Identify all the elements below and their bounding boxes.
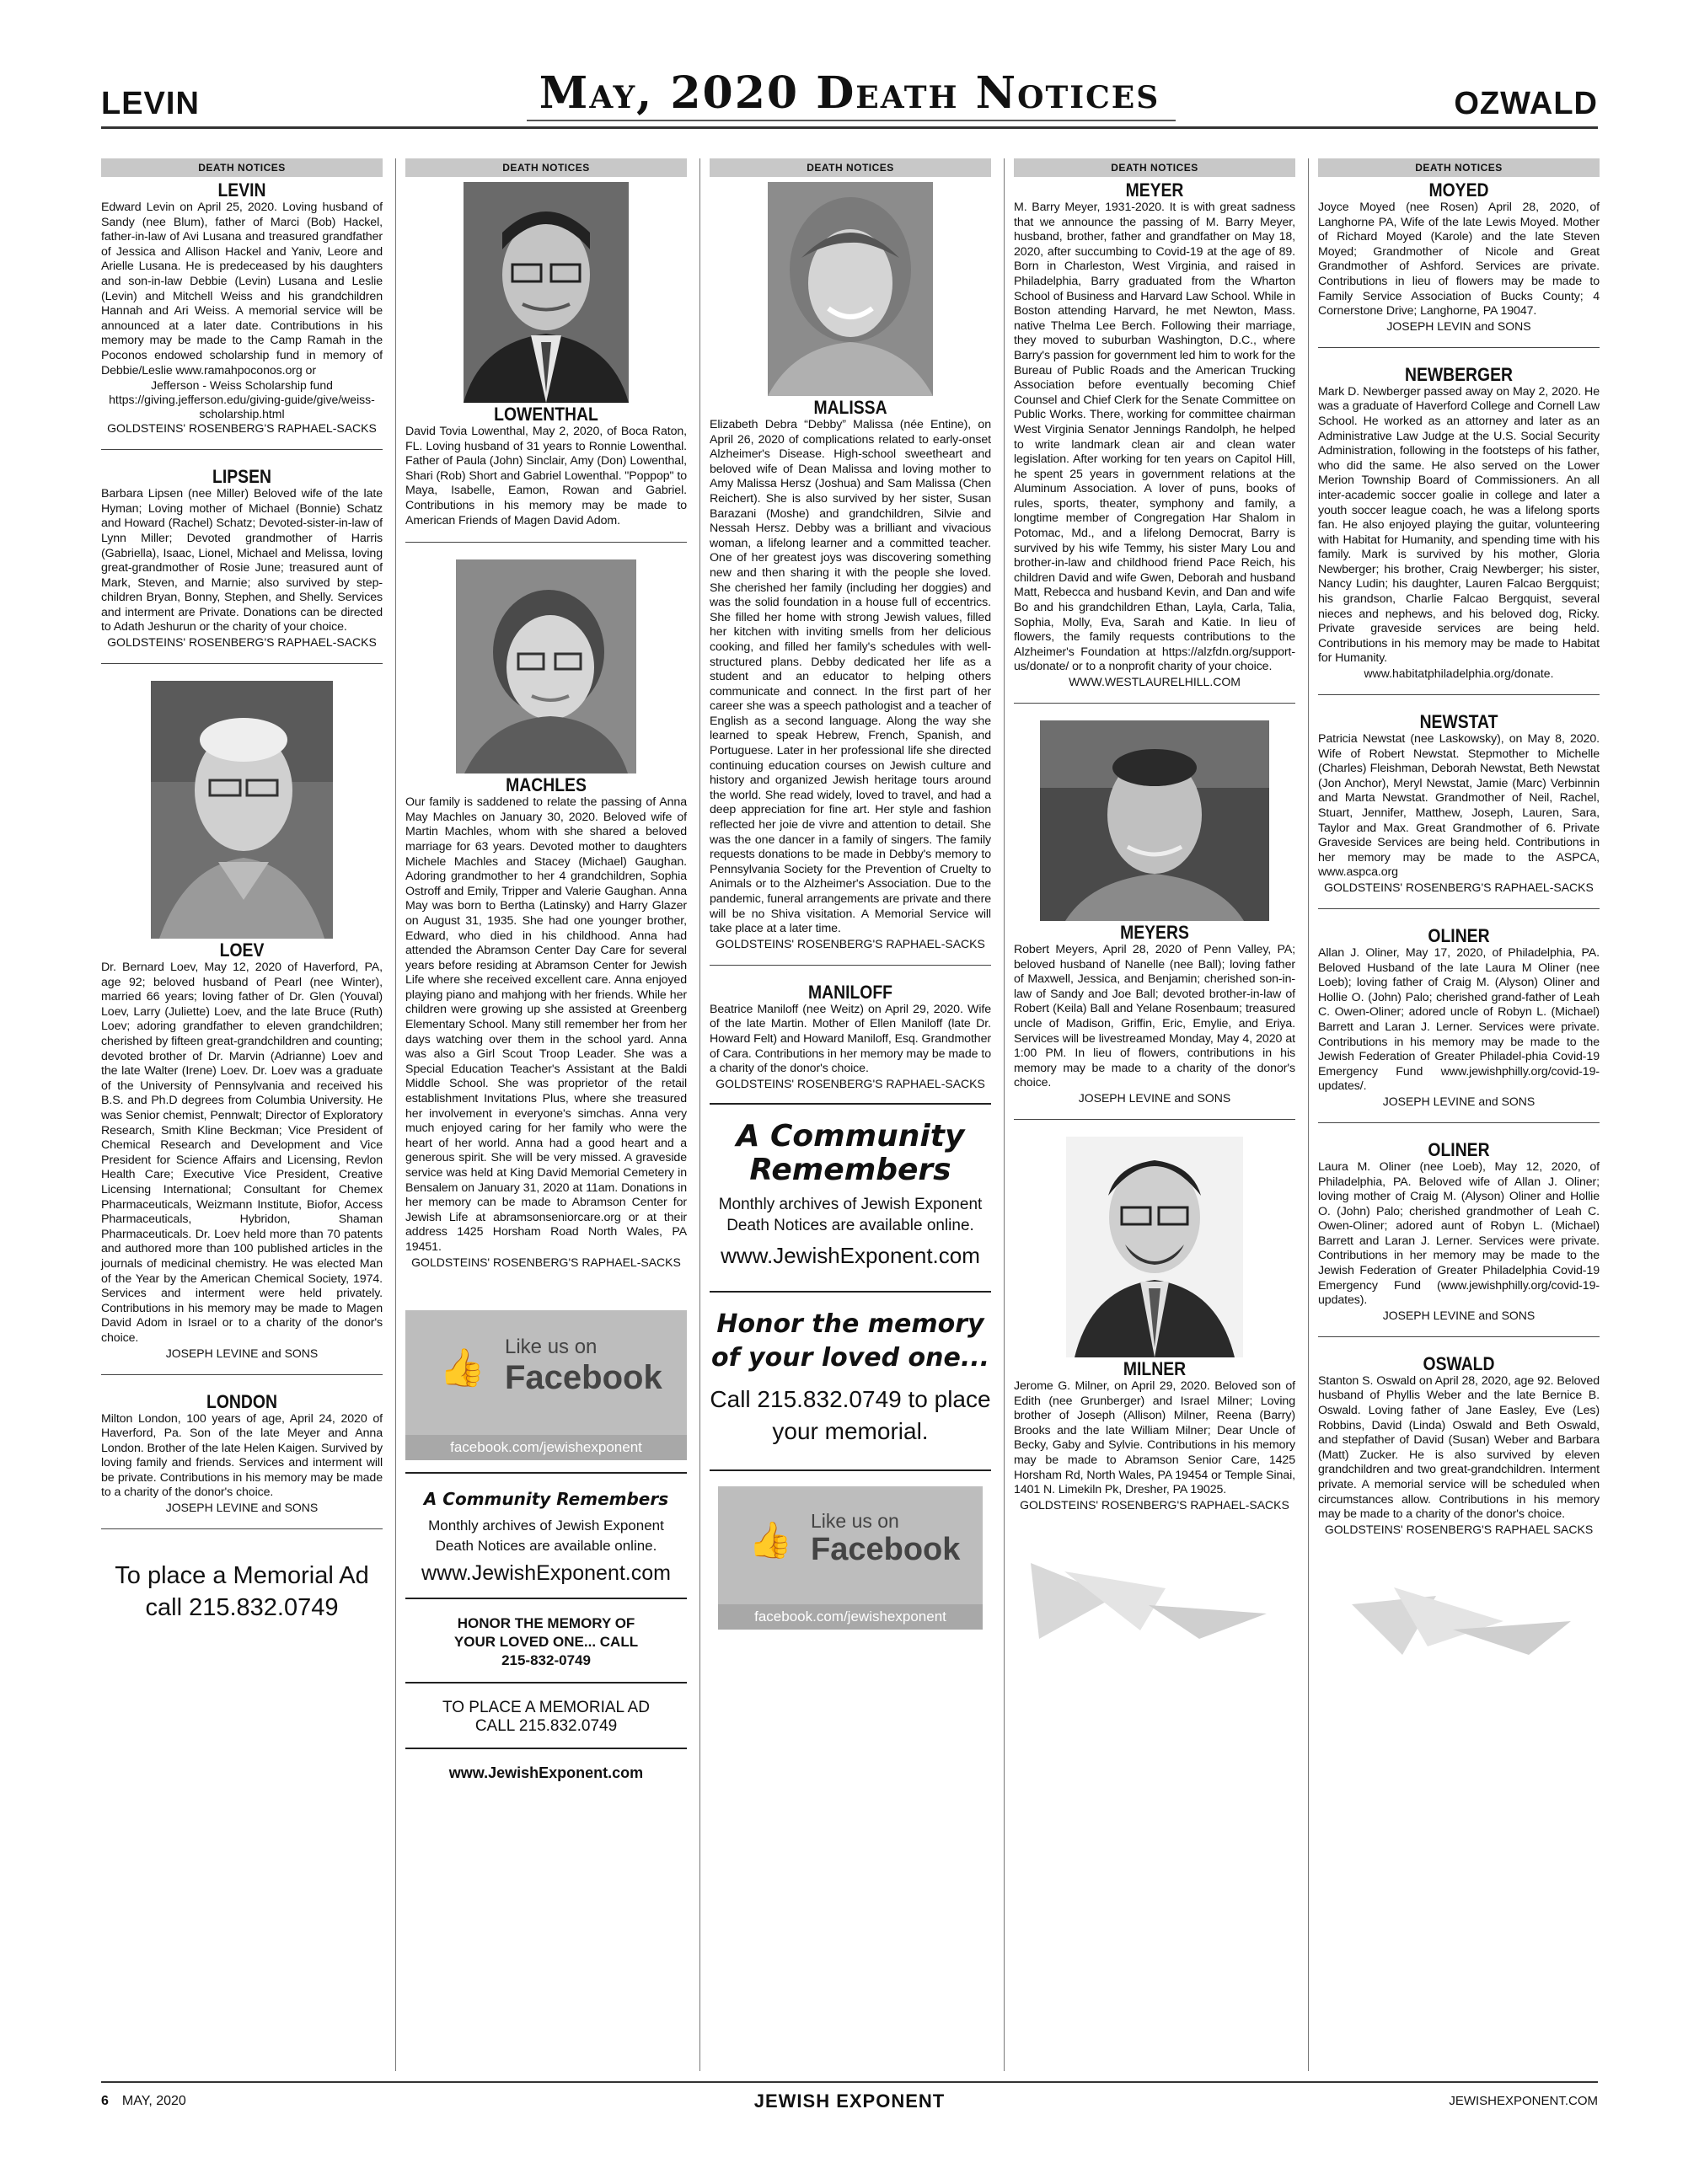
fb-like-text: Like us on <box>505 1335 598 1358</box>
notice-oswald <box>1318 1354 1600 1537</box>
notice-name: MEYERS <box>1120 922 1189 943</box>
divider <box>1318 1122 1600 1123</box>
meyers-portrait <box>1040 720 1269 921</box>
notice-name: MEYER <box>1125 179 1184 201</box>
section-label: DEATH NOTICES <box>1318 158 1600 177</box>
divider <box>101 1528 383 1529</box>
notice-name: OSWALD <box>1423 1352 1495 1374</box>
funeral-home: JOSEPH LEVINE and SONS <box>165 1501 319 1515</box>
notice-text: M. Barry Meyer, 1931-2020. It is with great sadness that we announce the passing of M. Barry Meyer, husband, brother, father and grandfather on May 18, 2020, after succumbing to Covid-19 at the age of 89. Born in Charleston, West Virginia, and raised in Philadelphia, Barry graduated from the Wharton School of Business and Harvard Law School. While in Boston attending Harvard, he met Newton, Mass. native Thelma Lee Berch. Following their marriage, they moved to suburban Washington, D.C., where Barry's passion for government led him to work for the Bureau of Public Roads and the American Trucking Association before eventually becoming Chief Counsel and Chief Clerk for the Senate Committee on Public Works. There, working for committee chairman West Virginia Senator Jennings Randolph, he helped to write landmark clean air and clean water legislation. After working for ten years on Capitol Hill, he spent 25 years in government relations at the Aluminum Association. A lover of puns, books of rules, sports, theater, symphony and family, a longtime member of Congregation Har Shalom in Potomac, Md., and a lifelong Democrat, Barry is survived by his wife Temmy, his sister Mary Lou and brother-in-law and childhood friend Pace Reich, his children David and wife Gwen, Deborah and husband Matt, Rebecca and husband Kevin, and Dan and wife Bo and his grandchildren Ethan, Layla, Carla, Talia, Sophia, Molly, Eva, Sarah and Katie. In lieu of flowers, the family requests contributions to the Alzheimer's Foundation at https://alzfdn.org/support-us/donate/ or to a nonprofit charity of your choice. <box>1014 201 1296 674</box>
column-divider <box>395 158 396 2071</box>
funeral-home: GOLDSTEINS' ROSENBERG'S RAPHAEL SACKS <box>1324 1522 1594 1536</box>
notice-levin <box>101 180 383 436</box>
loev-portrait <box>151 681 333 939</box>
notice-text-continued: Jefferson - Weiss Scholarship fund https://giving.jefferson.edu/giving-guide/give/weiss-scholarship.html <box>109 378 375 421</box>
divider <box>710 1291 991 1293</box>
divider <box>405 1682 687 1684</box>
community-ad <box>405 1489 687 1586</box>
machles-portrait <box>456 559 636 774</box>
section-label: DEATH NOTICES <box>1014 158 1295 177</box>
divider <box>1318 908 1600 909</box>
notice-name: OLINER <box>1428 924 1490 946</box>
notice-text: Elizabeth Debra “Debby” Malissa (née Entine), on April 26, 2020 of complications related to early-onset Alzheimer's Disease. High-school sweetheart and beloved wife of Dean Malissa and loving mother to Amy Malissa Hersz (Joshua) and Sam Malissa (Chen Reichert). She is also survived by her sister, Susan Barazani (Moshe) and grandchildren, Silvie and Nessah Hersz. Debby was a brilliant and vivacious woman, a lifelong learner and a committed teacher. One of her greatest joys was discovering something new and then sharing it with the people she loved. She cherished her family (including her doggies) and was the solid foundation in a house full of eccentrics. She filled her home with strong Jewish values, filled her kitchen with inviting smells from her delicious cooking, and filled her family's schedules with well-structured plans. Debby dedicated her life as a student and an educator to helping others communicate and connect. In the first part of her career she was a speech pathologist and a teacher of English as a second language. Along the way she learned to speak Hebrew, French, Spanish, and Portuguese. Later in her professional life she directed continuing education courses on Jewish culture and history and organized Jewish heritage tours around the world. She read widely, loved to travel, and had a deep appreciation for fine art. Her style and fashion reflected her joie de vivre and attention to detail. She was the one dancer in a family of singers. The family requests donations to be made in Debby's memory to Pennsylvania Society for the Prevention of Cruelty to Animals or to the Alzheimer's Association. Due to the pandemic, funeral arrangements are private and there will be no Shiva visitation. A Memorial Service will take place at a later time. <box>710 418 991 936</box>
funeral-home: GOLDSTEINS' ROSENBERG'S RAPHAEL-SACKS <box>107 635 377 650</box>
thumbs-up-icon: 👍 <box>748 1519 793 1560</box>
column-divider <box>1004 158 1005 2071</box>
place-ad-caps: TO PLACE A MEMORIAL AD CALL 215.832.0749 <box>442 1698 651 1735</box>
funeral-website[interactable]: WWW.WESTLAURELHILL.COM <box>1069 675 1241 688</box>
publication-name: JEWISH EXPONENT <box>753 2090 946 2112</box>
notice-text: Barbara Lipsen (nee Miller) Beloved wife of the late Hyman; Loving mother of Michael (Bonnie) Schatz and Howard (Rachel) Schatz; Devoted-sister-in-law of Lynn Miller; Devoted grandmother of Harris (Gabriella), Isaac, Lionel, Michael and Melissa, loving great-grandmother of Rosie June; treasured aunt of Mark, Steven, and Marnie; also survived by step-children Bryan, Bonny, Stephen, and Shelly. Services and interment are Private. Donations can be directed to Adath Jeshurun or the charity of your choice. <box>101 487 383 634</box>
notice-text: Patricia Newstat (nee Laskowsky), on May 8, 2020. Wife of Robert Newstat. Stepmother to Michelle (Charles) Fleishman, Deborah Newstat, Beth Newstat (Jon Anchor), Meryl Newstat, Jamie (Marc) Verbinnin and Marta Newstat. Grandmother of Neil, Rachel, Stuart, Jennifer, Matthew, Joseph, Lauren, Sara, Taylor and Max. Great Grandmother of 6. Private Graveside Services are being held. Contributions in her memory may be made to the ASPCA, www.aspca.org <box>1318 732 1600 880</box>
notice-text: Mark D. Newberger passed away on May 2, 2020. He was a graduate of Haverford College and Cornell Law School. He worked as an attorney and later as an Administrative Law Judge at the U.S. Social Security Administration, following in the footsteps of his father, who did the same. He also served on the Lower Merion Township Board of Commissioners. An all inter-academic soccer goalie in college and later a youth soccer league coach, he was a lifelong sports fan. He also enjoyed playing the guitar, volunteering with Habitat for Humanity, and spending time with his family. Mark is survived by his mother, Gloria Newberger; his brother, Craig Newberger; his sister, Nancy Ludin; his daughter, Lauren Falcao Bergquist; his grandson, Charlie Falcao Bergquist, several nieces and nephews, and his beloved dog, Ricky. Private graveside services are being held. Contributions in his memory may be made to Habitat for Humanity. <box>1318 384 1600 666</box>
column-1 <box>101 158 383 1624</box>
notice-name: LEVIN <box>217 179 266 201</box>
notice-name: NEWBERGER <box>1404 363 1513 385</box>
column-4 <box>1014 158 1295 1647</box>
funeral-home: JOSEPH LEVIN and SONS <box>1386 318 1531 333</box>
title-underline <box>527 120 1176 121</box>
notice-text: Edward Levin on April 25, 2020. Loving husband of Sandy (nee Blum), father of Marci (Bob) Hackel, father-in-law of Avi Lusana and treasured grandfather of Jessica and Allison Hackel and Yaniv, Leore and Arielle Lusana. He is predeceased by his daughters and son-in-law Debbie (Levin) Lusana and Leslie (Levin) and Mitchell Weiss and his grandchildren Hannah and Ari Weiss. A memorial service will be announced at a later date. Contributions in his memory may be made to the Camp Ramah in the Poconos endowed scholarship fund in memory of Debbie/Leslie www.ramahpoconos.org or <box>101 201 383 377</box>
notice-meyers <box>1014 720 1295 1105</box>
column-divider <box>1308 158 1309 2071</box>
memorial-ad: To place a Memorial Ad call 215.832.0749 <box>115 1562 369 1622</box>
divider <box>405 1472 687 1474</box>
facebook-ad[interactable] <box>405 1310 687 1460</box>
community-title: A Community Remembers <box>736 1118 965 1187</box>
notice-name: LIPSEN <box>212 466 271 488</box>
notice-name: MANILOFF <box>807 981 893 1003</box>
honor-title: Honor the memory of your loved one... <box>710 1309 990 1373</box>
header-last-name: OZWALD <box>1454 86 1598 121</box>
fb-brand: Facebook <box>505 1358 662 1396</box>
header-rule <box>101 126 1598 129</box>
page-title: May, 2020 Death Notices <box>539 67 1160 119</box>
divider <box>710 965 991 966</box>
notice-london <box>101 1392 383 1516</box>
site-url[interactable]: www.JewishExponent.com <box>448 1764 644 1781</box>
column-2 <box>405 158 687 1782</box>
malissa-portrait <box>768 182 933 396</box>
page-footer <box>101 2090 1598 2128</box>
funeral-home: GOLDSTEINS' ROSENBERG'S RAPHAEL-SACKS <box>411 1255 681 1269</box>
page-number: 6 <box>101 2094 109 2108</box>
divider <box>101 449 383 450</box>
section-label: DEATH NOTICES <box>405 158 687 177</box>
funeral-home: GOLDSTEINS' ROSENBERG'S RAPHAEL-SACKS <box>107 421 377 436</box>
divider <box>101 1374 383 1375</box>
divider <box>1318 694 1600 695</box>
notice-moyed <box>1318 180 1600 334</box>
star-of-david-decoration <box>1014 1546 1295 1647</box>
publication-site[interactable]: JEWISHEXPONENT.COM <box>1449 2094 1598 2108</box>
funeral-home: GOLDSTEINS' ROSENBERG'S RAPHAEL-SACKS <box>716 936 985 950</box>
notice-name: MALISSA <box>813 397 887 418</box>
notice-text: Stanton S. Oswald on April 28, 2020, age 92. Beloved husband of Phyllis Weber and the late Bernice B. Oswald. Loving father of Jane Easley, Eve (Les) Robbins, David (Linda) Oswald and Beth Oswald, and stepfather of David (Susan) Weber and Barbara (Matt) Zucker. He is also survived by eleven grandchildren and two great-grandchildren. Interment private. A memorial service will be scheduled when circumstances allow. Contributions in his memory may be made to a charity of the donor's choice. <box>1318 1373 1600 1522</box>
fb-brand: Facebook <box>811 1531 961 1567</box>
facebook-ad[interactable] <box>718 1486 983 1630</box>
divider <box>101 663 383 664</box>
section-label: DEATH NOTICES <box>710 158 991 177</box>
notice-name: MOYED <box>1428 179 1489 201</box>
community-body: Monthly archives of Jewish Exponent Death Notices are available online. <box>718 1195 983 1234</box>
notice-name: MILNER <box>1123 1357 1187 1379</box>
community-title: A Community Remembers <box>423 1488 669 1509</box>
funeral-home: JOSEPH LEVINE and SONS <box>1382 1308 1536 1322</box>
community-body: Monthly archives of Jewish Exponent Death Notices are available online. <box>428 1517 664 1554</box>
funeral-home: GOLDSTEINS' ROSENBERG'S RAPHAEL-SACKS <box>716 1076 985 1090</box>
header-first-name: LEVIN <box>101 86 200 121</box>
funeral-home: JOSEPH LEVINE and SONS <box>1382 1094 1536 1108</box>
page-header <box>101 67 1598 135</box>
notice-lipsen <box>101 467 383 650</box>
notice-name: LOWENTHAL <box>494 404 598 425</box>
divider <box>1318 1336 1600 1337</box>
notice-loev <box>101 681 383 1360</box>
notice-oliner-allan <box>1318 926 1600 1109</box>
divider <box>710 1469 991 1471</box>
community-url[interactable]: www.JewishExponent.com <box>721 1242 980 1268</box>
notice-meyer <box>1014 180 1295 689</box>
honor-ad <box>710 1308 991 1448</box>
column-3 <box>710 158 991 1630</box>
notice-newstat <box>1318 712 1600 895</box>
community-ad-large <box>710 1120 991 1269</box>
notice-text: Milton London, 100 years of age, April 24, 2020 of Haverford, Pa. Son of the late Meyer and Anna London. Brother of the late Helen Kaigen. Survived by loving family and friends. Services and interment will be private. Contributions in his memory may be made to a charity of the donor's choice. <box>101 1411 383 1500</box>
divider <box>1014 1119 1295 1120</box>
notice-newberger <box>1318 365 1600 681</box>
notice-text: Laura M. Oliner (nee Loeb), May 12, 2020, of Philadelphia, PA. Beloved wife of Allan J. Oliner; loving mother of Craig M. (Alyson) Oliner and Hollie O. (John) Palo; cherished grandmother of Leah C. Owen-Oliner; adored aunt of Robyn L. (Michael) Barrett and Laran J. Lerner. Services were private. Contributions in her memory may be made to the Jewish Federation of Greater Philadelphia Covid-19 Emergency Fund (www.jewishphilly.org/covid-19-updates). <box>1318 1159 1600 1308</box>
notice-text: Our family is saddened to relate the passing of Anna May Machles on January 30, 2020. Beloved wife of Martin Machles, whom with she shared a beloved marriage for 63 years. Devoted mother to daughters Michele Machles and Stacey (Michael) Gaughan. Adoring grandmother to her 4 grandchildren, Sophia Ostroff and Emily, Tripper and Valerie Gaughan. Anna May was born to Bertha (Latinsky) and Harry Glazer on August 31, 1935. She had one younger brother, Edward, who died in his childhood. Anna had attended the Abramson Center Day Care for several years before residing at Abramson Center for Jewish Life where she received excellent care. Anna enjoyed playing piano and mahjong with her friends. While her children were growing up she assisted at Greenberg Elementary School. Many still remember her from her days watching over them in the school yard. Anna was also a Girl Scout Troop Leader. She was a Special Education Teacher's Assistant at the Baldi Middle School. She was proprietor of the retail establishment Invitations Plus, where she treasured her involvement in everyone's simchas. Anna very much enjoyed caring for her family who were the heart of her world. Anna had a good heart and a generous spirit. She will be very missed. A graveside service was held at King David Memorial Cemetery in Bensalem on January 31, 2020 at 11am. Donations in her memory can be made to Abramson Center for Jewish Life at abramsonseniorcare.org or at their address 1425 Horsham Road North Wales, PA 19451. <box>405 795 687 1254</box>
thumbs-up-icon: 👍 <box>439 1346 485 1389</box>
notice-maniloff <box>710 982 991 1091</box>
footer-rule <box>101 2081 1598 2083</box>
funeral-home: JOSEPH LEVINE and SONS <box>165 1346 319 1360</box>
fb-like-text: Like us on <box>811 1509 899 1532</box>
notice-text: David Tovia Lowenthal, May 2, 2020, of Boca Raton, FL. Loving husband of 31 years to Ronnie Lowenthal. Father of Paula (John) Sinclair, Amy (Don) Lowenthal, Shari (Rob) Short and Gabriel Lowenthal. "Poppop" to Maya, Isabelle, Eamon, Rowan and Gabriel. Contributions in his memory may be made to American Friends of Magen David Adom. <box>405 425 687 527</box>
divider <box>1014 703 1295 704</box>
donation-link[interactable]: www.habitatphiladelphia.org/donate. <box>1364 666 1554 681</box>
fb-url[interactable]: facebook.com/jewishexponent <box>718 1604 983 1630</box>
divider <box>405 1598 687 1599</box>
column-divider <box>699 158 700 2071</box>
notice-text: Joyce Moyed (nee Rosen) April 28, 2020, of Langhorne PA, Wife of the late Lewis Moyed. Mother of Richard Moyed (Karole) and the late Steven Moyed; Grandmother of Nicole and Great Grandmother of Ashford. Services are private. Contributions in lieu of flowers may be made to Family Service Association of Bucks County; 4 Cornerstone Drive; Langhorne, PA 19047. <box>1318 201 1600 318</box>
funeral-home: JOSEPH LEVINE and SONS <box>1078 1090 1231 1105</box>
notice-name: MACHLES <box>506 774 587 796</box>
notice-text: Robert Meyers, April 28, 2020 of Penn Valley, PA; beloved husband of Nanelle (nee Ball); loving father of Maxwell, Jessica, and Benjamin; cherished son-in-law of Sandy and Joe Ball; devoted brother-in-law of Robert (Keila) Ball and Yelane Rosenbaum; treasured uncle of Madison, Griffin, Eric, Emylie, and Eriya. Services will be livestreamed Monday, May 4, 2020 at 1:00 PM. In lieu of flowers, contributions in his memory may be made to a charity of the donor's choice. <box>1014 943 1295 1090</box>
notice-text: Allan J. Oliner, May 17, 2020, of Philadelphia, PA. Beloved Husband of the late Laura M Oliner (nee Loeb); loving father of Craig M. (Alyson) Oliner and Hollie O. (John) Palo; cherished grand-father of Leah C. Owen-Oliner; adored uncle of Robyn L. (Michael) Barrett and Laran J. Lerner. Services were private. Contributions in his memory may be made to the Jewish Federation of Greater Philadel-phia Covid-19 Emergency Fund www.jewishphilly.org/covid-19-updates/. <box>1318 945 1600 1094</box>
divider <box>405 1748 687 1749</box>
issue-date: MAY, 2020 <box>121 2094 186 2108</box>
divider <box>710 1103 991 1105</box>
lowenthal-portrait <box>464 182 629 403</box>
notice-lowenthal <box>405 182 687 528</box>
notice-malissa <box>710 182 991 951</box>
funeral-home: GOLDSTEINS' ROSENBERG'S RAPHAEL-SACKS <box>1324 880 1594 894</box>
fb-url[interactable]: facebook.com/jewishexponent <box>405 1435 687 1460</box>
notice-name: NEWSTAT <box>1419 711 1498 733</box>
divider <box>405 542 687 543</box>
notice-machles <box>405 559 687 1269</box>
milner-portrait <box>1066 1137 1243 1357</box>
funeral-home: GOLDSTEINS' ROSENBERG'S RAPHAEL-SACKS <box>1020 1497 1289 1512</box>
notice-name: LOEV <box>219 939 265 961</box>
honor-caps-ad: HONOR THE MEMORY OF YOUR LOVED ONE... CALL 215-832-0749 <box>453 1614 639 1668</box>
column-5 <box>1318 158 1600 1663</box>
honor-call: Call 215.832.0749 to place your memorial. <box>710 1385 991 1444</box>
notice-text: Beatrice Maniloff (nee Weitz) on April 29, 2020. Wife of the late Martin. Mother of Ellen Maniloff (late Dr. Howard Felt) and Howard Maniloff, Esq. Grandmother of Cara. Contributions in her memory may be made to a charity of the donor's choice. <box>710 1002 991 1076</box>
section-label: DEATH NOTICES <box>101 158 383 177</box>
divider <box>1318 347 1600 348</box>
star-of-david-decoration <box>1318 1571 1600 1663</box>
notice-name: OLINER <box>1428 1138 1490 1160</box>
notice-text: Dr. Bernard Loev, May 12, 2020 of Haverford, PA, age 92; beloved husband of Pearl (nee Winter), married 66 years; loving father of Dr. Glen (Youval) Loev, Larry (Juliette) Loev, and the late Bruce (Ruth) Loev; adoring grandfather to eleven grandchildren; cherished by fifteen great-grandchildren and counting; devoted brother of Dr. Marvin (Adrianne) Loev and the late Walter (Irene) Loev. Dr. Loev was a graduate of the University of Pennsylvania and received his B.S. and Ph.D degrees from Columbia University. He was Senior chemist, Pennwalt; Director of Exploratory Research, Smith Kline Beckman; Vice President of Chemical Research and Development and Vice President for Science Affairs and Licensing, Revlon Health Care; Executive Vice President, Creative Licensing International; Consultant for Chemex Pharmaceuticals, Weizmann Institute, Biofor, Access Pharmaceuticals, Hybridon, Shaman Pharmaceuticals. Dr. Loev held more than 70 patents and authored more than 100 published articles in the journals of medicinal chemistry. He was elected Man of the Year by the American Chemical Society, 1974. Services and interment were held privately. Contributions in his memory may be made to Magen David Adom in Israel or to a charity of the donor's choice. <box>101 961 383 1345</box>
notice-oliner-laura <box>1318 1140 1600 1323</box>
notice-text: Jerome G. Milner, on April 29, 2020. Beloved son of Edith (nee Grunberger) and Israel Milner; Loving brother of Joseph (Allison) Milner, Reena (Barry) Brooks and the late William Milner; Dear Uncle of Becky, Gaby and Sylvie. Contributions in his memory may be made to Abramson Senior Care, 1425 Horsham Rd, North Wales, PA 19454 or Temple Sinai, 1401 N. Limekiln Pk, Dresher, PA 19025. <box>1014 1378 1295 1497</box>
community-url[interactable]: www.JewishExponent.com <box>421 1560 671 1585</box>
notice-milner <box>1014 1137 1295 1512</box>
notice-name: LONDON <box>206 1390 277 1412</box>
